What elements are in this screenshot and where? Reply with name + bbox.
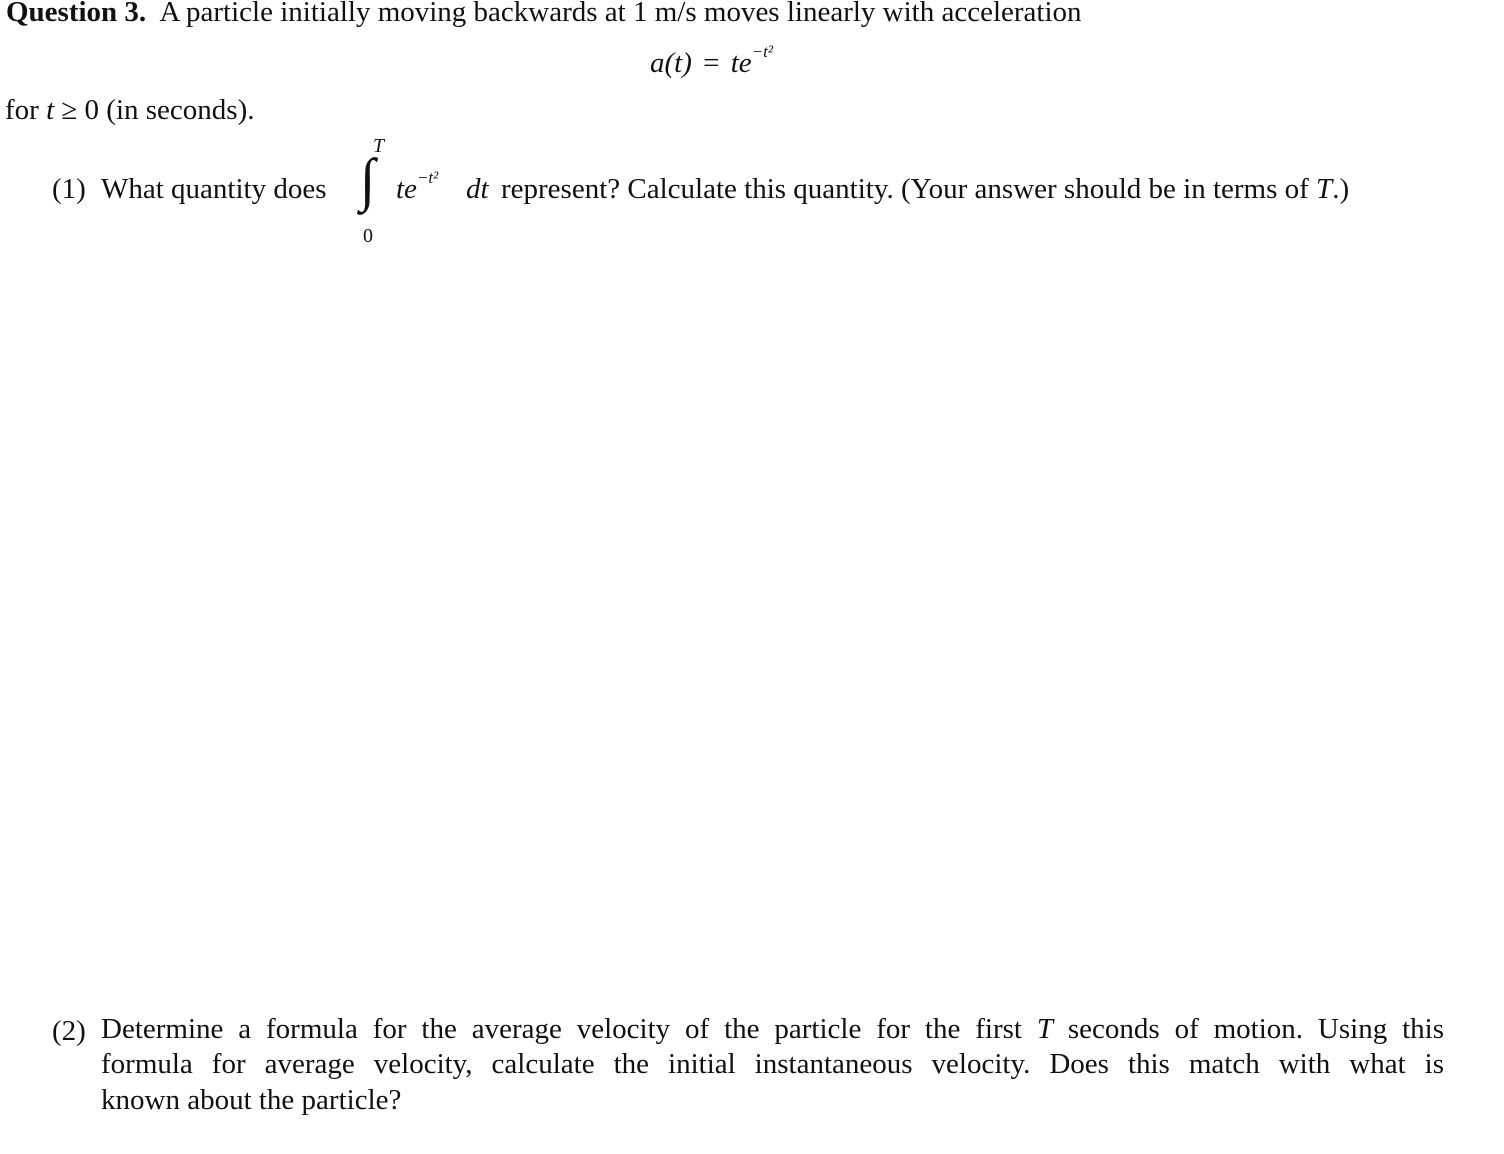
question-label: Question 3. [6,0,147,28]
question-header [6,0,1082,27]
condition-pre: for [5,94,47,126]
part1-question: represent? Calculate this quantity. (Your answer should be in terms of [501,173,1309,205]
part2-line2-text: formula for average velocity, calculate the initial instantaneous velocity. Does this match with what is [101,1048,1444,1080]
part1-text-after [501,175,1349,204]
equation-equals: = [703,47,720,79]
part2-line1-b: seconds of motion. Using this [1067,1013,1444,1045]
integral-sign: ∫ [360,147,376,213]
integral-lower-limit: 0 [363,225,373,247]
condition-rest: ≥ 0 (in seconds). [54,94,255,126]
part2-number: (2) [52,1015,86,1047]
condition-var: t [46,94,55,126]
acceleration-equation [650,42,773,79]
condition-line [5,96,255,125]
integrand-base: te [396,173,417,205]
equation-base: te [730,47,752,79]
part1-number: (1) [52,173,86,205]
part1-var: T [1316,173,1333,205]
integral-upper-limit: T [373,135,385,157]
question-intro: A particle initially moving backwards at 1 m/s moves linearly with acceleration [159,0,1082,28]
part2-line3: known about the particle? [101,1084,402,1116]
integral-differential: dt [466,173,489,205]
equation-exponent: −t² [751,42,773,61]
part2-line1-var: T [1036,1013,1053,1045]
integrand-exponent: −t² [416,168,439,187]
part1-close: .) [1332,173,1350,205]
part2-line1-a: Determine a formula for the average velocity of the particle for the first [101,1013,1022,1045]
integrand [396,168,439,205]
equation-lhs: a(t) [650,47,692,79]
part1-text-before: What quantity does [101,173,327,205]
